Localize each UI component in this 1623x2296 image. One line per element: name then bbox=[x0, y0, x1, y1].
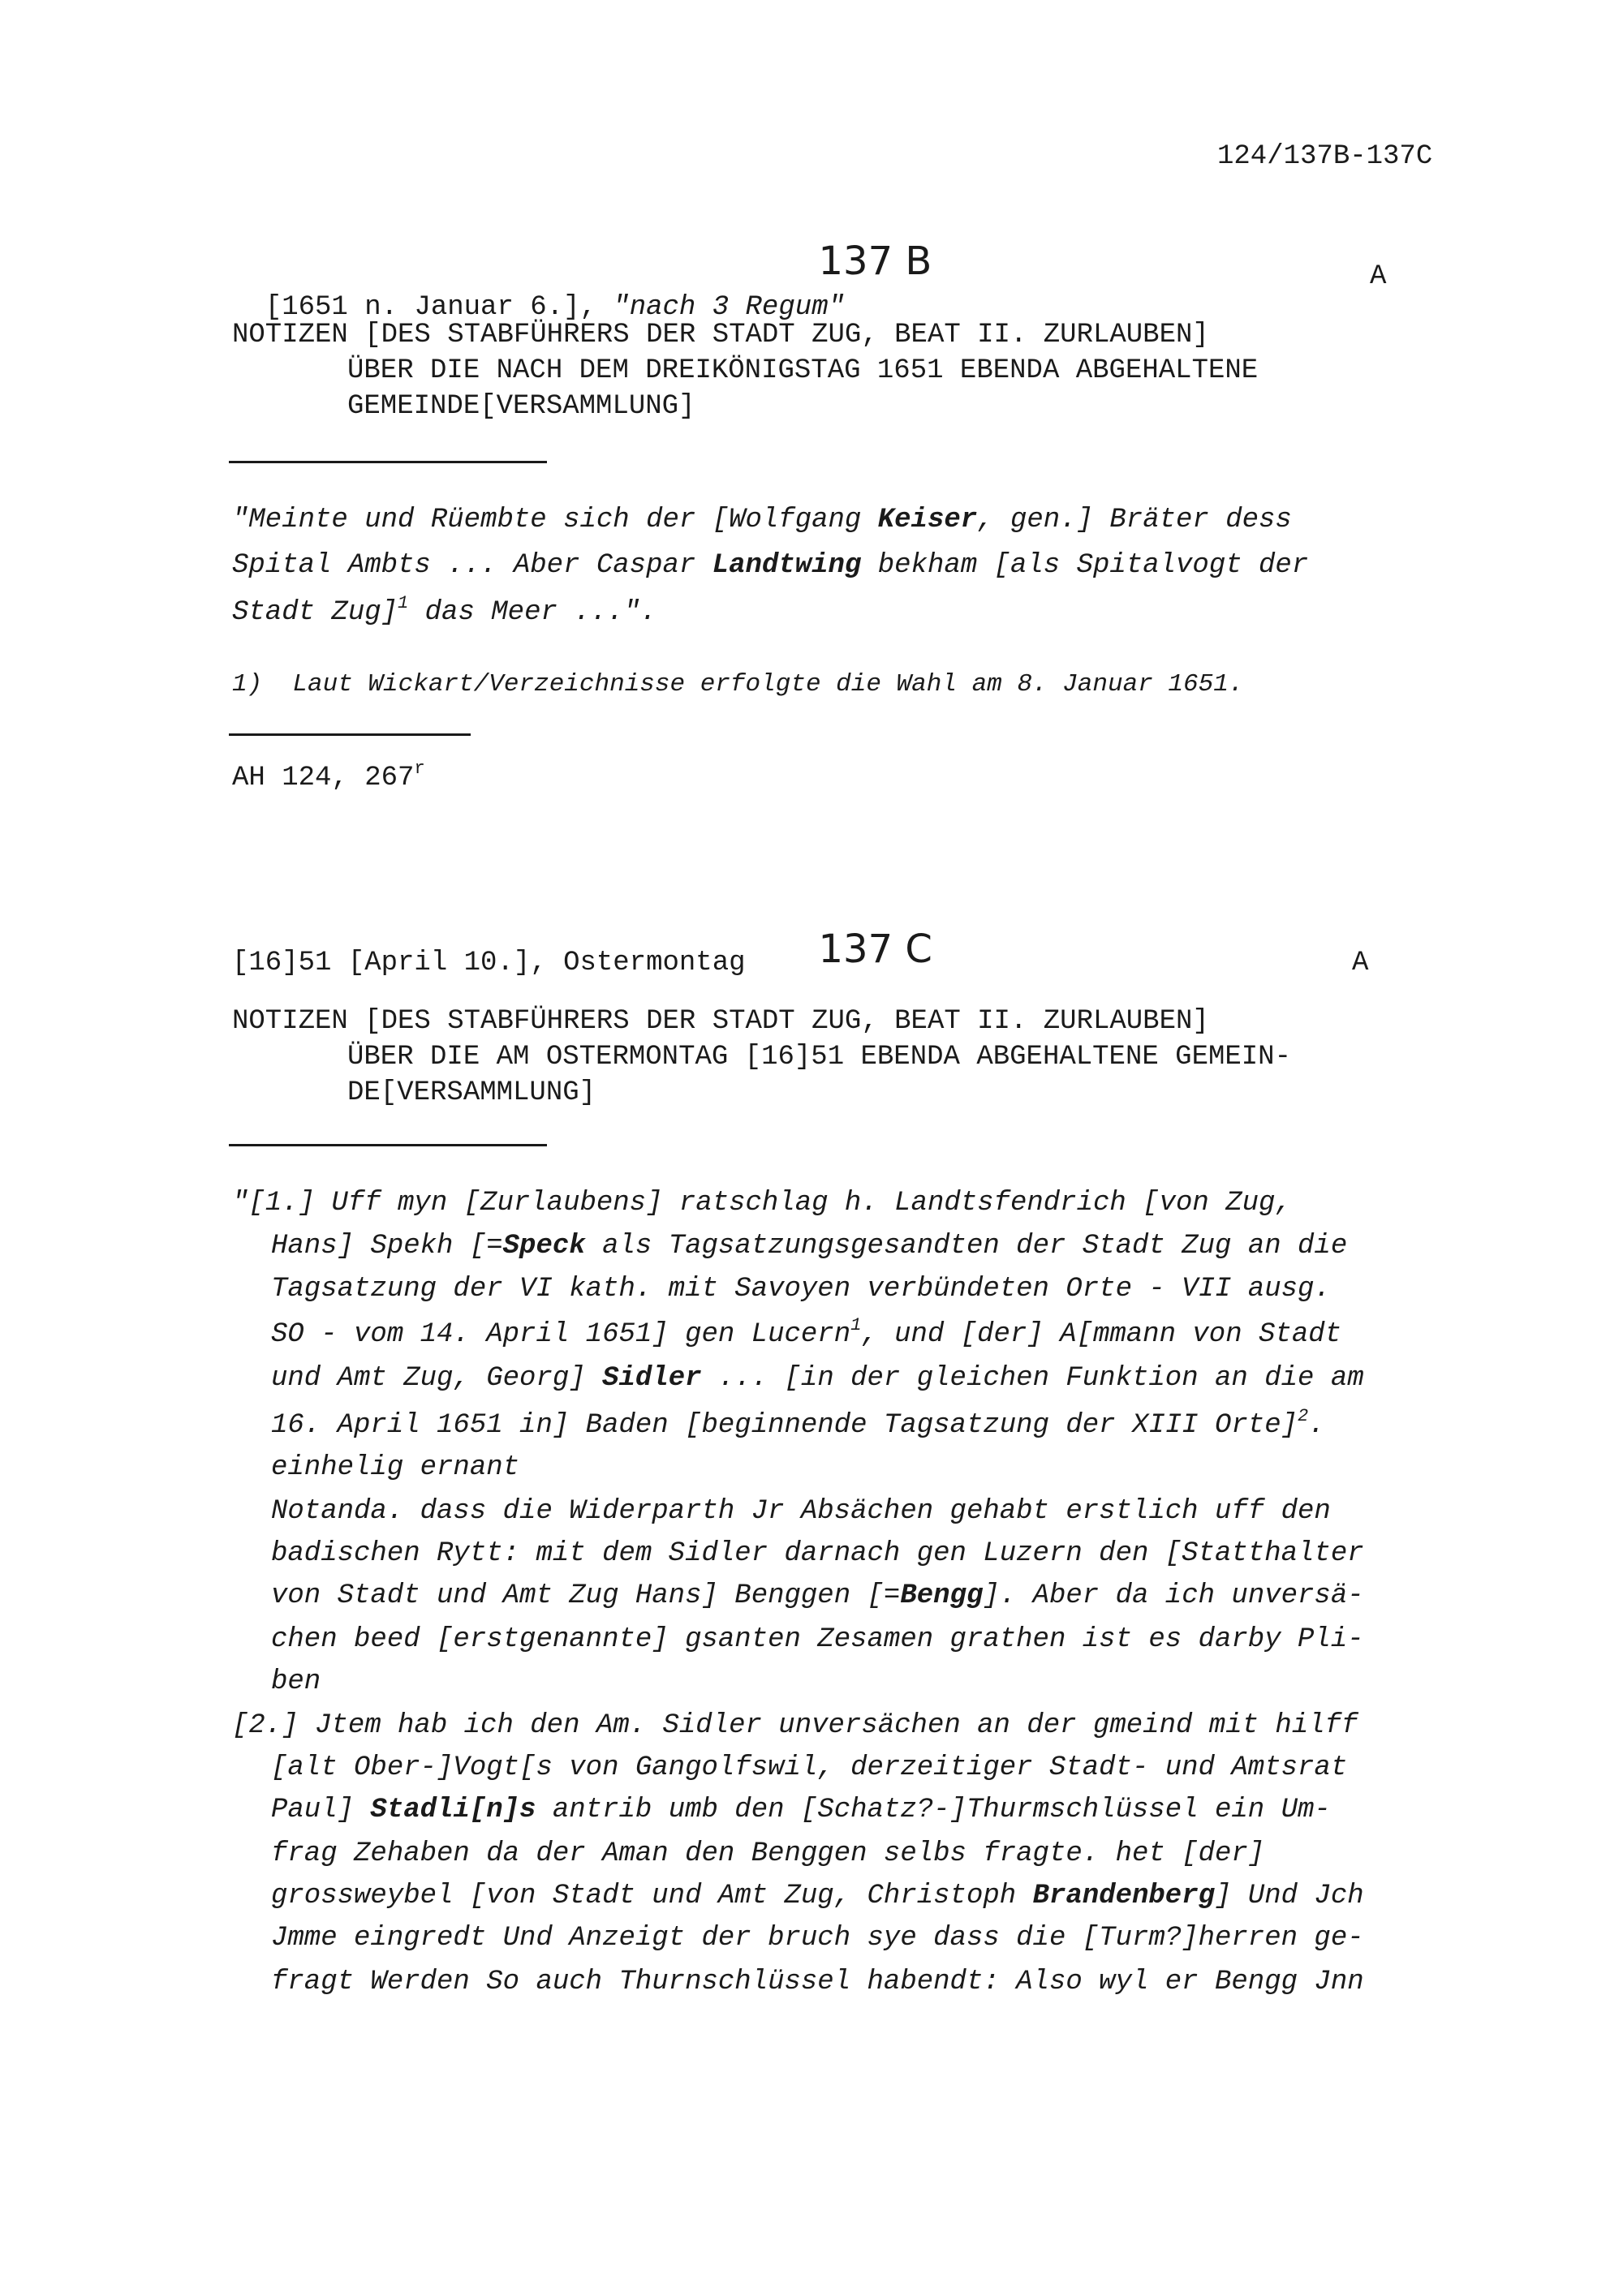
source-code-137c: A bbox=[1352, 948, 1369, 978]
section-number: 137 bbox=[818, 927, 893, 972]
date-text: [1651 n. Januar 6.], bbox=[265, 292, 613, 323]
section-heading-137c bbox=[794, 881, 932, 972]
text-line-3-137b: Stadt Zug]$^1$ das Meer ...". bbox=[232, 593, 657, 628]
footnote-number: 1) bbox=[232, 670, 263, 699]
name-bengg: Bengg bbox=[900, 1580, 984, 1611]
title-divider-137c bbox=[229, 1144, 547, 1146]
date-quote: "nach 3 Regum" bbox=[613, 292, 845, 323]
text-line-11-137c: chen beed [erstgenannte] gsanten Zesamen grathen ist es darby Pli- bbox=[271, 1624, 1364, 1655]
name-brandenberg: Brandenberg bbox=[1032, 1881, 1215, 1911]
section-letter: C bbox=[905, 927, 932, 972]
archive-sup: r bbox=[414, 759, 425, 779]
name-landtwing: Landtwing bbox=[712, 550, 862, 581]
text-line-1-137c: "[1.] Uff myn [Zurlaubens] ratschlag h. Landtsfendrich [von Zug, bbox=[232, 1188, 1292, 1219]
text-line-16-137c: frag Zehaben da der Aman den Benggen selbs fragte. het [der] bbox=[271, 1838, 1265, 1869]
text-line-1-137b: "Meinte und Rüembte sich der [Wolfgang Keiser, gen.] Bräter dess bbox=[232, 505, 1292, 535]
text-line-14-137c: [alt Ober-]Vogt[s von Gangolfswil, derzeitiger Stadt- und Amtsrat bbox=[271, 1752, 1348, 1783]
title-line-1-137b: NOTIZEN [DES STABFÜHRERS DER STADT ZUG, BEAT II. ZURLAUBEN] bbox=[232, 320, 1209, 350]
text-line-12-137c: ben bbox=[271, 1666, 321, 1697]
text-line-2-137b: Spital Ambts ... Aber Caspar Landtwing bekham [als Spitalvogt der bbox=[232, 550, 1309, 581]
section-date-137c: [16]51 [April 10.], Ostermontag bbox=[232, 948, 746, 978]
title-line-2-137c: ÜBER DIE AM OSTERMONTAG [16]51 EBENDA ABGEHALTENE GEMEIN- bbox=[347, 1042, 1291, 1073]
text-line-13-137c: [2.] Jtem hab ich den Am. Sidler unversächen an der gmeind mit hilff bbox=[232, 1710, 1358, 1741]
section-date-137b bbox=[232, 261, 845, 323]
text-line-10-137c: von Stadt und Amt Zug Hans] Benggen [=Bengg]. Aber da ich unversä- bbox=[271, 1580, 1364, 1611]
footnote-137b bbox=[232, 670, 1243, 699]
text-line-15-137c: Paul] Stadli[n]s antrib umb den [Schatz?-]Thurmschlüssel ein Um- bbox=[271, 1795, 1331, 1825]
name-sidler: Sidler bbox=[602, 1363, 702, 1394]
footnote-marker: 1 bbox=[398, 593, 409, 613]
text-line-3-137c: Tagsatzung der VI kath. mit Savoyen verbündeten Orte - VII ausg. bbox=[271, 1274, 1331, 1305]
section-number: 137 bbox=[818, 239, 893, 284]
title-line-1-137c: NOTIZEN [DES STABFÜHRERS DER STADT ZUG, BEAT II. ZURLAUBEN] bbox=[232, 1006, 1209, 1037]
text-line-18-137c: Jmme eingredt Und Anzeigt der bruch sye dass die [Turm?]herren ge- bbox=[271, 1923, 1364, 1954]
footnote-divider-137b bbox=[229, 733, 471, 736]
title-line-3-137b: GEMEINDE[VERSAMMLUNG] bbox=[347, 391, 695, 422]
page-reference: 124/137B-137C bbox=[1217, 141, 1433, 172]
footnote-marker: 1 bbox=[850, 1315, 862, 1335]
text-line-17-137c: grossweybel [von Stadt und Amt Zug, Christoph Brandenberg] Und Jch bbox=[271, 1881, 1364, 1911]
text-line-19-137c: fragt Werden So auch Thurnschlüssel habendt: Also wyl er Bengg Jnn bbox=[271, 1967, 1364, 1997]
source-code-137b: A bbox=[1370, 261, 1387, 292]
text-line-2-137c: Hans] Spekh [=Speck als Tagsatzungsgesandten der Stadt Zug an die bbox=[271, 1231, 1348, 1262]
footnote-marker: 2 bbox=[1298, 1406, 1309, 1426]
name-stadlins: Stadli[n]s bbox=[370, 1795, 536, 1825]
footnote-text: Laut Wickart/Verzeichnisse erfolgte die Wahl am 8. Januar 1651. bbox=[292, 670, 1244, 699]
text-line-6-137c: 16. April 1651 in] Baden [beginnende Tagsatzung der XIII Orte]$^2$. bbox=[271, 1406, 1325, 1441]
text-line-4-137c: SO - vom 14. April 1651] gen Lucern$^1$, und [der] A[mmann von Stadt bbox=[271, 1315, 1342, 1350]
title-line-3-137c: DE[VERSAMMLUNG] bbox=[347, 1077, 596, 1108]
text-line-9-137c: badischen Rytt: mit dem Sidler darnach gen Luzern den [Statthalter bbox=[271, 1538, 1364, 1569]
section-letter: B bbox=[905, 239, 932, 284]
name-speck: Speck bbox=[502, 1231, 586, 1262]
text-line-8-137c: Notanda. dass die Widerparth Jr Absächen gehabt erstlich uff den bbox=[271, 1496, 1331, 1527]
title-line-2-137b: ÜBER DIE NACH DEM DREIKÖNIGSTAG 1651 EBENDA ABGEHALTENE bbox=[347, 355, 1259, 386]
archive-ref-137b: AH 124, 267$^r$ bbox=[232, 759, 425, 793]
title-divider-137b bbox=[229, 461, 547, 463]
name-keiser: Keiser bbox=[877, 505, 978, 535]
text-line-5-137c: und Amt Zug, Georg] Sidler ... [in der gleichen Funktion an die am bbox=[271, 1363, 1364, 1394]
text-line-7-137c: einhelig ernant bbox=[271, 1452, 520, 1483]
